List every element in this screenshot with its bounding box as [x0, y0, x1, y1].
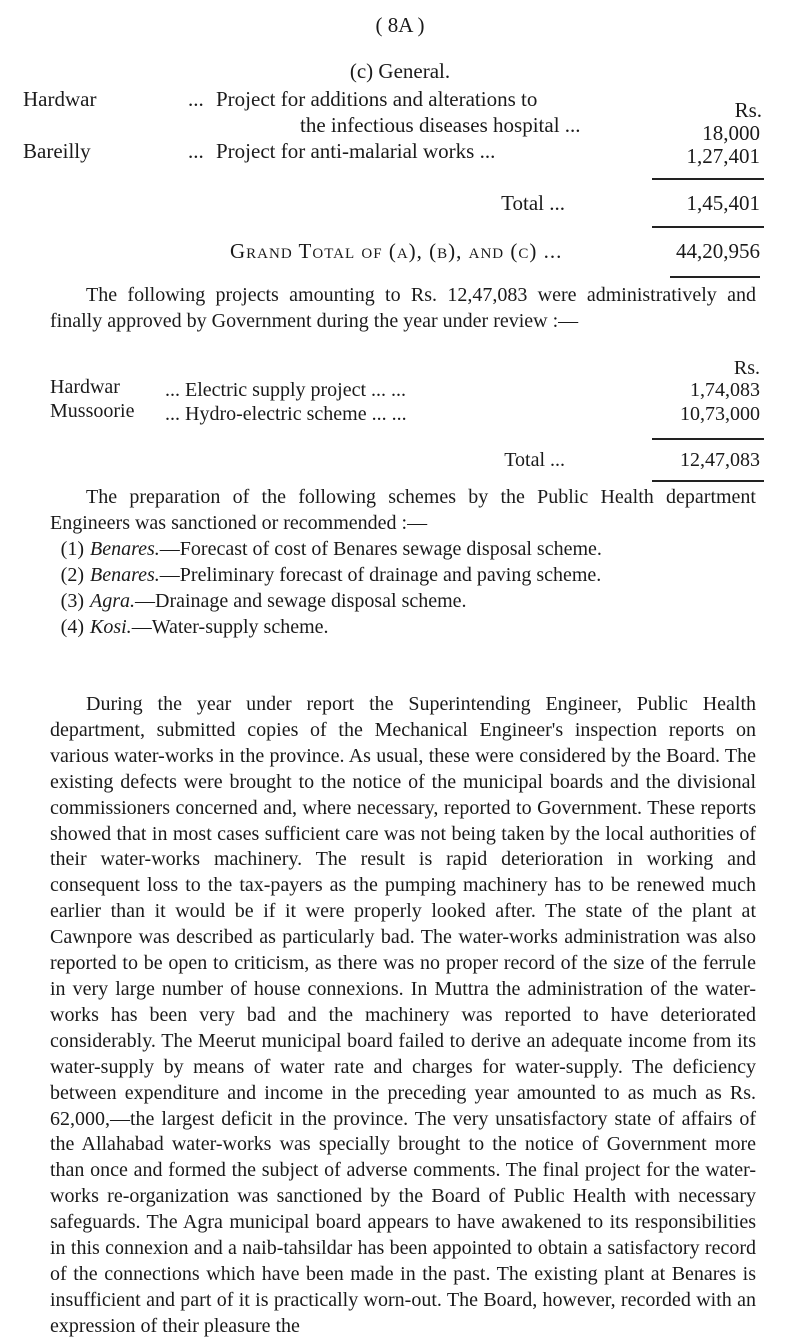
- sum-rule: [652, 178, 764, 180]
- scheme-description: —Forecast of cost of Benares sewage disposal scheme.: [159, 538, 602, 561]
- schemes-intro: The preparation of the following schemes by the Public Health department Engineers was sanctioned or recommended :—: [50, 486, 756, 535]
- sum-rule: [652, 480, 764, 482]
- intro-paragraph: [50, 282, 756, 334]
- scheme-description: —Preliminary forecast of drainage and paving scheme.: [159, 564, 602, 587]
- total-amount: 12,47,083: [680, 449, 760, 471]
- table-row-place: Hardwar: [23, 87, 97, 111]
- table-row-amount: 1,74,083: [690, 379, 760, 401]
- total-amount: 1,45,401: [686, 191, 760, 215]
- sum-rule: [670, 276, 760, 278]
- table-row-description: ... Electric supply project ... ...: [165, 379, 407, 401]
- table-row-description: Project for anti-malarial works ...: [216, 139, 496, 163]
- list-item: [50, 614, 756, 640]
- table-row-leader: ...: [188, 139, 204, 163]
- scheme-place: Kosi.: [90, 616, 132, 639]
- table-row-description: Project for additions and alterations to: [216, 87, 538, 111]
- section-title: (c) General.: [349, 59, 451, 83]
- scheme-number: (4): [60, 616, 84, 639]
- table-row-place: Hardwar: [50, 376, 120, 398]
- list-item: [50, 562, 756, 588]
- currency-label: Rs.: [734, 98, 762, 122]
- table-row-leader: ...: [188, 87, 204, 111]
- currency-label: Rs.: [733, 357, 760, 379]
- scheme-place: Benares.: [90, 538, 160, 561]
- main-paragraph-text: During the year under report the Superintending Engineer, Public Health department, submitted copies of the Mechanical Engineer's inspection reports on various water-works in the province. As usual, these were considered by the Board. The existing defects were brought to the notice of the municipal boards and the divisional commissioners concerned and, where necessary, reported to Government. These reports showed that in most cases sufficient care was not being taken by the local authorities of their water-works machinery. The result is rapid deterioration in working and consequent loss to the tax-payers as the pumping machinery has to be renewed much earlier than it would be if it were properly looked after. The state of the plant at Cawnpore was described as particularly bad. The water-works administration was also reported to be open to criticism, as there was no proper record of the size of the ferrule in very large number of house connexions. In Muttra the administration of the water-works has been very bad and the machinery was reported to have deteriorated considerably. The Meerut municipal board failed to derive an adequate income from its water-supply by means of water rate and charges for water-supply. The deficiency between expenditure and income in the preceding year amounted to as much as Rs. 62,000,—the largest deficit in the province. The very unsatisfactory state of affairs of the Allahabad water-works was specially brought to the notice of Government more than once and formed the subject of adverse comments. The final project for the water-works re-organization was sanctioned by the Board of Public Health with necessary safeguards. The Agra municipal board appears to have awakened to its responsibilities in this connexion and a naib-tahsildar has been appointed to obtain a satisfactory record of the connections which have been made in the past. The existing plant at Benares is insufficient and part of it is practically worn-out. The Board, however, recorded with an expression of their pleasure the: [50, 693, 756, 1337]
- schemes-section: [50, 484, 756, 641]
- scheme-place: Benares.: [90, 564, 160, 587]
- scheme-number: (2): [60, 564, 84, 587]
- scheme-number: (1): [60, 538, 84, 561]
- table-row-place: Mussoorie: [50, 400, 135, 422]
- grand-total-label: Grand Total of (a), (b), and (c) ...: [230, 239, 563, 263]
- grand-total-amount: 44,20,956: [676, 239, 760, 263]
- scheme-place: Agra.: [90, 590, 135, 613]
- list-item: [50, 588, 756, 614]
- scheme-description: —Water-supply scheme.: [131, 616, 329, 639]
- table-row-place: Bareilly: [23, 139, 91, 163]
- total-label: Total ...: [504, 449, 565, 471]
- main-paragraph: [50, 692, 756, 1340]
- scheme-description: —Drainage and sewage disposal scheme.: [135, 590, 467, 613]
- sum-rule: [652, 226, 764, 228]
- total-label: Total ...: [501, 191, 565, 215]
- table-row-description: ... Hydro-electric scheme ... ...: [165, 403, 407, 425]
- table-row-amount: 1,27,401: [686, 144, 760, 168]
- table-row-description: the infectious diseases hospital ...: [300, 113, 581, 137]
- scheme-number: (3): [60, 590, 84, 613]
- list-item: [50, 536, 756, 562]
- table-row-amount: 18,000: [702, 121, 760, 145]
- table-row-amount: 10,73,000: [680, 403, 760, 425]
- page-number: ( 8A ): [375, 13, 425, 37]
- intro-text: The following projects amounting to Rs. 12,47,083 were administratively and finally approved by Government during the year under review :—: [50, 284, 756, 333]
- sum-rule: [652, 438, 764, 440]
